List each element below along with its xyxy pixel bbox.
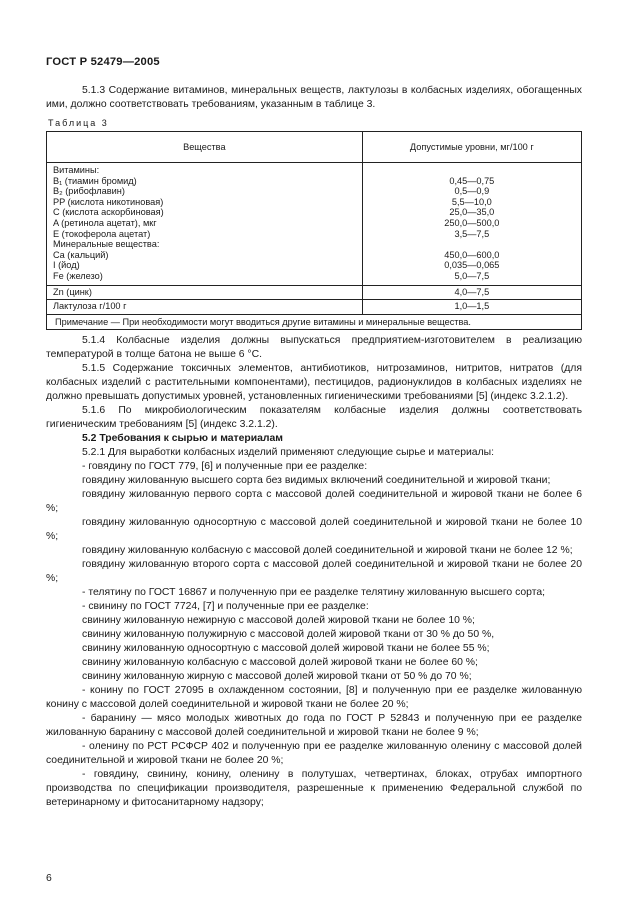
list-item: говядину жилованную высшего сорта без видимых включений соединительной и жировой ткани;: [82, 475, 551, 487]
list-item: говядину жилованную односортную с массовой долей соединительной и жировой ткани не более 10 %;: [46, 517, 582, 543]
substance-name: B₁ (тиамин бромид): [53, 175, 137, 186]
level-value: 0,035—0,065: [444, 260, 500, 271]
level-value: 25,0—35,0: [449, 207, 495, 218]
substance-name: Fe (железо): [53, 270, 103, 281]
substance-name: Zn (цинк): [47, 285, 363, 300]
list-item: говядину жилованную первого сорта с массовой долей соединительной и жировой ткани не более 6 %;: [46, 489, 582, 515]
body-paragraph: 5.1.6 По микробиологическим показателям колбасные изделия должны соответствовать гигиеническим требованиям [5] (индекс 3.2.1.2).: [46, 405, 582, 431]
list-item: - телятину по ГОСТ 16867 и полученную при ее разделке телятину жилованную высшего сорта;: [82, 587, 546, 599]
substance-name: I (йод): [53, 260, 80, 271]
list-item: свинину жилованную нежирную с массовой долей жировой ткани не более 10 %;: [82, 615, 475, 627]
substance-names-cell: [47, 163, 363, 286]
level-value: [369, 239, 575, 250]
level-value: 1,0—1,5: [362, 300, 581, 315]
list-item: - конину по ГОСТ 27095 в охлажденном состоянии, [8] и полученную при ее разделке жилованную конину с массовой долей соединительной и жировой ткани не более 20 %;: [46, 685, 582, 711]
level-value: 0,5—0,9: [454, 186, 490, 197]
list-item: - говядину по ГОСТ 779, [6] и полученные при ее разделке:: [82, 461, 368, 473]
table-header-row: [47, 132, 582, 163]
body-paragraph: 5.1.4 Колбасные изделия должны выпускаться предприятием-изготовителем в реализацию температурой в толще батона не выше 6 °С.: [46, 335, 582, 361]
page-number: 6: [46, 873, 52, 884]
intro-paragraph: 5.1.3 Содержание витаминов, минеральных веществ, лактулозы в колбасных изделиях, обогащенных ими, должно соответствовать требованиям, указанным в таблице 3.: [46, 85, 582, 110]
substance-name: E (токоферола ацетат): [53, 228, 151, 239]
list-item: - говядину, свинину, конину, оленину в полутушах, четвертинах, блоках, отрубах импортного производства по спецификации производителя, разрешенные к применению Федеральной службой по ветеринарному и фитосанитарному надзору;: [46, 769, 582, 809]
table-note-row: [47, 314, 582, 330]
level-value: 250,0—500,0: [444, 217, 500, 228]
column-header-substances: Вещества: [47, 132, 363, 163]
paragraphs-list: [46, 334, 582, 810]
table-row: [47, 285, 582, 300]
body-paragraph: 5.2.1 Для выработки колбасных изделий применяют следующие сырье и материалы:: [82, 447, 494, 459]
list-item: говядину жилованную колбасную с массовой долей соединительной и жировой ткани не более 12 %;: [82, 545, 573, 557]
list-item: - оленину по РСТ РСФСР 402 и полученную при ее разделке жилованную оленину с массовой долей соединительной и жировой ткани не более 20 %;: [46, 741, 582, 767]
list-item: - баранину — мясо молодых животных до года по ГОСТ Р 52843 и полученную при ее разделке жилованную баранину с массовой долей соединительной и жировой ткани не более 9 %;: [46, 713, 582, 739]
substance-name: C (кислота аскорбиновая): [53, 207, 164, 218]
substance-name: Минеральные вещества:: [53, 239, 160, 250]
document-body: [46, 84, 582, 810]
substance-name: PP (кислота никотиновая): [53, 196, 164, 207]
substance-name: Ca (кальций): [53, 249, 109, 260]
level-value: [369, 165, 575, 176]
level-values-cell: [362, 163, 581, 286]
substance-name: A (ретинола ацетат), мкг: [53, 217, 157, 228]
substance-name: B₂ (рибофлавин): [53, 186, 125, 197]
level-value: 3,5—7,5: [454, 228, 490, 239]
list-item: свинину жилованную жирную с массовой долей жировой ткани от 50 % до 70 %;: [82, 671, 472, 683]
level-value: 4,0—7,5: [362, 285, 581, 300]
table-row: [47, 163, 582, 286]
list-item: говядину жилованную второго сорта с массовой долей соединительной и жировой ткани не более 20 %;: [46, 559, 582, 585]
list-item: свинину жилованную полужирную с массовой долей жировой ткани от 30 % до 50 %,: [82, 629, 495, 641]
table-note: Примечание — При необходимости могут вводиться другие витамины и минеральные вещества.: [47, 314, 582, 330]
section-heading: 5.2 Требования к сырью и материалам: [82, 433, 283, 445]
table-caption: Таблица 3: [48, 118, 109, 128]
level-value: 5,5—10,0: [451, 196, 492, 207]
table-row: [47, 300, 582, 315]
column-header-levels: Допустимые уровни, мг/100 г: [362, 132, 581, 163]
list-item: свинину жилованную колбасную с массовой долей жировой ткани не более 60 %;: [82, 657, 478, 669]
list-item: - свинину по ГОСТ 7724, [7] и полученные при ее разделке:: [82, 601, 369, 613]
requirements-table: [46, 131, 582, 330]
substance-name: Лактулоза г/100 г: [47, 300, 363, 315]
level-value: 5,0—7,5: [454, 270, 490, 281]
level-value: 0,45—0,75: [449, 175, 495, 186]
document-header: ГОСТ Р 52479—2005: [46, 56, 160, 68]
body-paragraph: 5.1.5 Содержание токсичных элементов, антибиотиков, нитрозаминов, нитритов, нитратов (для колбасных изделий с растительными компонентами), пестицидов, радионуклидов в колбасных изделиях не должно превышать допустимых уровней, установленных гигиеническими требованиями [5] (индекс 3.2.1.2).: [46, 363, 582, 403]
substance-name: Витамины:: [53, 165, 100, 175]
list-item: свинину жилованную односортную с массовой долей жировой ткани не более 55 %;: [82, 643, 490, 655]
level-value: 450,0—600,0: [444, 249, 500, 260]
